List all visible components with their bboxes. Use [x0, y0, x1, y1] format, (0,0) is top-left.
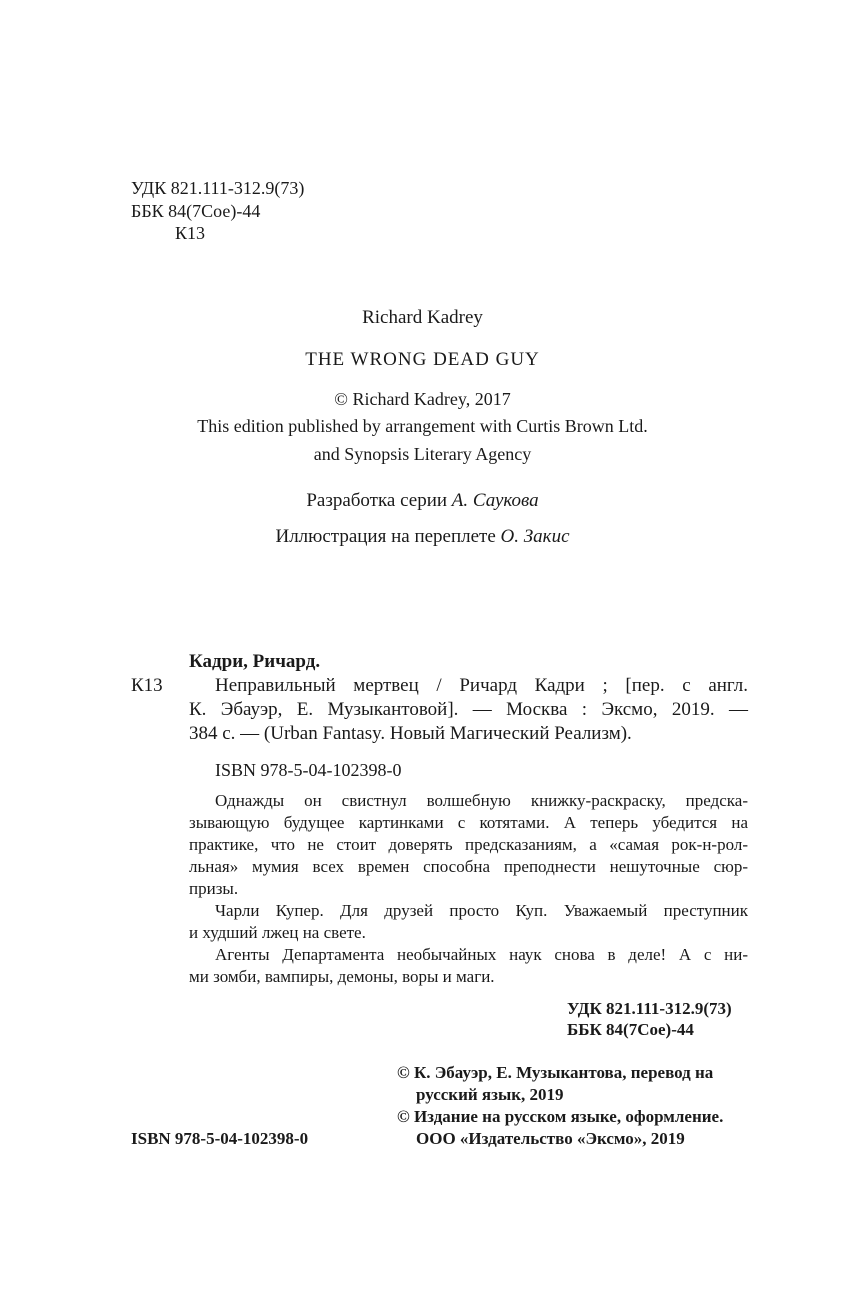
original-author: Richard Kadrey — [362, 307, 483, 328]
annotation-line: призы. — [189, 879, 239, 898]
arrangement-line-1: This edition published by arrangement with Curtis Brown Ltd. — [197, 416, 648, 436]
catalog-line-2: К. Эбауэр, Е. Музыкантовой]. — Москва : Эксмо, 2019. — — [189, 699, 748, 720]
bbk-code-bottom: ББК 84(7Сое)-44 — [567, 1020, 694, 1039]
original-copyright: © Richard Kadrey, 2017 — [334, 389, 511, 409]
original-title: THE WRONG DEAD GUY — [305, 349, 540, 370]
author-mark-top: К13 — [175, 223, 206, 243]
catalog-line-3: 384 с. — (Urban Fantasy. Новый Магический Реализм). — [189, 723, 632, 744]
annotation-line: ми зомби, вампиры, демоны, воры и маги. — [189, 967, 495, 986]
illustrator: О. Закис — [500, 526, 570, 547]
annotation-line: зывающую будущее картинками с котятами. А теперь убедится на — [189, 813, 748, 832]
series-designer: А. Саукова — [451, 490, 539, 511]
annotation-line: практике, что не стоит доверять предсказаниям, а «самая рок-н-рол- — [189, 835, 748, 854]
annotation-line: Однажды он свистнул волшебную книжку-раскраску, предска- — [215, 791, 748, 810]
translation-copyright-line-2: русский язык, 2019 — [416, 1085, 564, 1104]
udk-code-bottom: УДК 821.111-312.9(73) — [567, 999, 732, 1018]
catalog-line-1: Неправильный мертвец / Ричард Кадри ; [пер. с англ. — [215, 675, 748, 696]
annotation-line: Агенты Департамента необычайных наук снова в деле! А с ни- — [215, 945, 748, 964]
series-credit — [0, 488, 845, 513]
annotation-line: льная» мумия всех времен способна преподнести нешуточные сюр- — [189, 857, 748, 876]
catalog-mark: К13 — [131, 675, 163, 696]
annotation-line: и худший лжец на свете. — [189, 923, 366, 942]
catalog-isbn: ISBN 978-5-04-102398-0 — [215, 760, 402, 780]
footer-isbn: ISBN 978-5-04-102398-0 — [131, 1129, 309, 1148]
udk-code-top: УДК 821.111-312.9(73) — [131, 178, 305, 198]
illustration-credit — [0, 524, 845, 549]
annotation-line: Чарли Купер. Для друзей просто Куп. Уважаемый преступник — [215, 901, 748, 920]
bbk-code-top: ББК 84(7Сое)-44 — [131, 201, 261, 221]
series-label: Разработка серии — [306, 490, 448, 511]
translation-copyright-line-1: © К. Эбауэр, Е. Музыкантова, перевод на — [397, 1063, 714, 1082]
illustration-label: Иллюстрация на переплете — [275, 526, 496, 547]
catalog-heading: Кадри, Ричард. — [189, 651, 321, 672]
arrangement-line-2: and Synopsis Literary Agency — [313, 444, 532, 464]
edition-copyright-line-2: ООО «Издательство «Эксмо», 2019 — [416, 1129, 685, 1148]
edition-copyright-line-1: © Издание на русском языке, оформление. — [397, 1107, 724, 1126]
